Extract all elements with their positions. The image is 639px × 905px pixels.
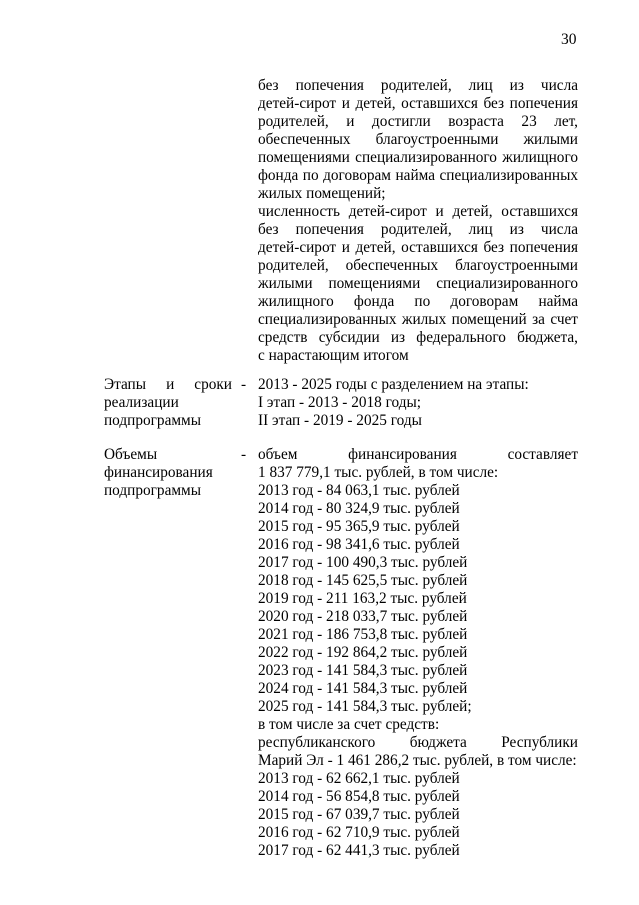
text-line: без попечения родителей, лиц из числа [258, 221, 578, 238]
label-line: реализации [104, 394, 179, 411]
stages-dash: - [241, 376, 247, 393]
value-line: 2018 год - 145 625,5 тыс. рублей [258, 572, 468, 589]
value-line: 2025 год - 141 584,3 тыс. рублей; [258, 698, 472, 715]
text-line: родителей, и достигли возраста 23 лет, [258, 113, 578, 130]
text-line: детей-сирот и детей, оставшихся без попечения [258, 239, 578, 256]
text-line: обеспеченных благоустроенными жилыми [258, 131, 578, 148]
value-line: республиканского бюджета Республики [258, 734, 578, 751]
value-line: 2013 год - 62 662,1 тыс. рублей [258, 770, 460, 787]
text-line: фонда по договорам найма специализированных [258, 167, 578, 184]
label-line: подпрограммы [104, 412, 202, 429]
value-line: 1 837 779,1 тыс. рублей, в том числе: [258, 464, 499, 481]
text-line: жилых помещений; [258, 185, 386, 202]
value-line: 2020 год - 218 033,7 тыс. рублей [258, 608, 468, 625]
value-line: объем финансирования составляет [258, 446, 578, 463]
text-line: без попечения родителей, лиц из числа [258, 77, 578, 94]
value-line: 2024 год - 141 584,3 тыс. рублей [258, 680, 468, 697]
value-line: 2013 - 2025 годы с разделением на этапы: [258, 376, 529, 393]
value-line: 2016 год - 62 710,9 тыс. рублей [258, 824, 460, 841]
value-line: 2022 год - 192 864,2 тыс. рублей [258, 644, 468, 661]
value-line: 2017 год - 100 490,3 тыс. рублей [258, 554, 468, 571]
value-line: 2014 год - 80 324,9 тыс. рублей [258, 500, 460, 517]
text-line: средств субсидии из федерального бюджета, [258, 329, 578, 346]
page-number: 30 [561, 31, 577, 48]
text-line: с нарастающим итогом [258, 347, 409, 364]
value-line: 2015 год - 95 365,9 тыс. рублей [258, 518, 460, 535]
text-line: жилищного фонда по договорам найма [258, 293, 578, 310]
text-line: жилыми помещениями специализированного [258, 275, 578, 292]
value-line: Марий Эл - 1 461 286,2 тыс. рублей, в том числе: [258, 752, 577, 769]
label-line: финансирования [104, 464, 213, 481]
value-line: 2015 год - 67 039,7 тыс. рублей [258, 806, 460, 823]
text-line: численность детей-сирот и детей, оставшихся [258, 203, 578, 220]
text-line: помещениями специализированного жилищного [258, 149, 578, 166]
text-line: детей-сирот и детей, оставшихся без попечения [258, 95, 578, 112]
label-line: Этапы и сроки [104, 376, 232, 393]
value-line: II этап - 2019 - 2025 годы [258, 412, 422, 429]
value-line: 2021 год - 186 753,8 тыс. рублей [258, 626, 468, 643]
text-line: специализированных жилых помещений за счет [258, 311, 578, 328]
text-line: родителей, обеспеченных благоустроенными [258, 257, 578, 274]
funding-dash: - [241, 446, 247, 463]
value-line: 2013 год - 84 063,1 тыс. рублей [258, 482, 460, 499]
value-line: 2019 год - 211 163,2 тыс. рублей [258, 590, 467, 607]
label-line: подпрограммы [104, 482, 202, 499]
label-line: Объемы [104, 446, 158, 463]
value-line: 2017 год - 62 441,3 тыс. рублей [258, 842, 460, 859]
value-line: 2014 год - 56 854,8 тыс. рублей [258, 788, 460, 805]
value-line: 2016 год - 98 341,6 тыс. рублей [258, 536, 460, 553]
value-line: I этап - 2013 - 2018 годы; [258, 394, 422, 411]
value-line: в том числе за счет средств: [258, 716, 440, 733]
value-line: 2023 год - 141 584,3 тыс. рублей [258, 662, 468, 679]
